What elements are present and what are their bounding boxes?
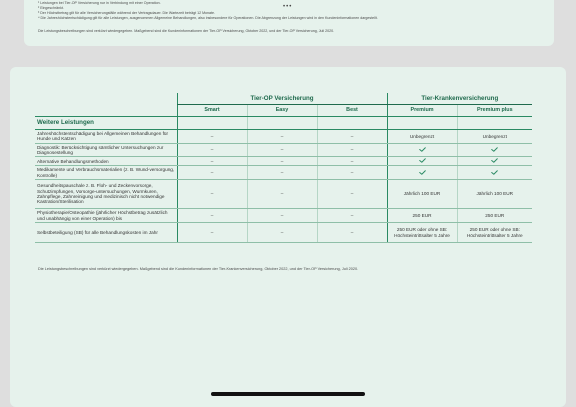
footnote-4: ⁴ Die Jahreshöchstentschädigung gilt für alle Leistungen, ausgenommen Allgemeine Behandlungen, also insbesondere für Operationen. Die Abgrenzung der Leistungen wird in den Kundeninformationen dargestellt. [38, 16, 378, 20]
cell-value: – [247, 130, 317, 144]
column-header-best: Best [317, 105, 387, 117]
cell-value: – [317, 157, 387, 166]
cell-value: – [247, 166, 317, 180]
check-icon [387, 143, 457, 157]
disclaimer-bottom: Die Leistungsbeschreibungen sind verkürzt wiedergegeben. Maßgebend sind die Kundeninformationen der Tier-Krankenversicherung, Oktober 2022, und der Tier-OP Versicherung, Juli 2020. [38, 267, 359, 271]
table-row [35, 157, 532, 166]
cell-value: – [317, 130, 387, 144]
cell-value: – [247, 157, 317, 166]
column-header-premium: Premium [387, 105, 457, 117]
check-icon [457, 157, 532, 166]
table-body [35, 130, 532, 243]
row-label: Medikamente und Verbrauchsmaterialien (z. B. Wund-versorgung, Kontrolle) [35, 166, 177, 180]
check-icon [457, 166, 532, 180]
footnote-3: ³ Der Höchstbetrag gilt für alle Versicherungsfälle während der Vertragsdauer. Die Wartezeit beträgt 12 Monate. [38, 11, 216, 15]
cell-value: – [317, 180, 387, 209]
cell-value: – [317, 143, 387, 157]
home-indicator[interactable] [211, 392, 365, 396]
cell-value: – [177, 130, 247, 144]
row-label: Alternative Behandlungsmethoden [35, 157, 177, 166]
cell-value: Unbegrenzt [387, 130, 457, 144]
row-label: Gesundheitspauschale z. B. Floh- und Zeckenvorsorge, Schutzimpfungen, Vorsorge-untersuchungen, Wurmkuren, Zahnpflege, Zahnreinigung und medizinisch nicht notwendige Kastration/Sterilisation [35, 180, 177, 209]
check-icon [387, 157, 457, 166]
footnote-1: ¹ Leistungen bei Tier-OP Versicherung nur in Verbindung mit einer Operation. [38, 1, 161, 5]
cell-value: – [177, 223, 247, 243]
page-indicator-dots[interactable]: ••• [283, 4, 293, 10]
table-row [35, 180, 532, 209]
table-row [35, 166, 532, 180]
check-icon [457, 143, 532, 157]
footnote-2: ² Eingeschränkt. [38, 6, 64, 10]
cell-value: – [247, 143, 317, 157]
cell-value: – [317, 209, 387, 223]
column-header-easy: Easy [247, 105, 317, 117]
row-label: Physiotherapie/Osteopathie (jährlicher Höchstbetrag zusätzlich und unabhängig von einer Operation) bis [35, 209, 177, 223]
check-icon [387, 166, 457, 180]
comparison-table [35, 93, 532, 243]
disclaimer-top: Die Leistungsbeschreibungen sind verkürzt wiedergegeben. Maßgebend sind die Kundeninformationen der Tier-OP Versicherung, Oktober 2022, und der Tier-OP Versicherung, Juli 2020. [38, 29, 335, 33]
table-row [35, 130, 532, 144]
column-header-smart: Smart [177, 105, 247, 117]
group-header-tier-op: Tier-OP Versicherung [177, 93, 387, 105]
table-row [35, 209, 532, 223]
cell-value: – [177, 157, 247, 166]
cell-value: Jährlich 100 EUR [387, 180, 457, 209]
cell-value: – [317, 166, 387, 180]
cell-value: Unbegrenzt [457, 130, 532, 144]
cell-value: 250 EUR oder ohne SB: Höchsteintrittsalter 5 Jahre [387, 223, 457, 243]
section-title: Weitere Leistungen [35, 117, 177, 130]
cell-value: – [247, 223, 317, 243]
cell-value: 250 EUR [387, 209, 457, 223]
cell-value: Jährlich 100 EUR [457, 180, 532, 209]
cell-value: 250 EUR oder ohne SB: Höchsteintrittsalter 5 Jahre [457, 223, 532, 243]
column-header-premium-plus: Premium plus [457, 105, 532, 117]
cell-value: – [247, 209, 317, 223]
cell-value: – [177, 209, 247, 223]
row-label: Diagnostik: Berücksichtigung sämtlicher Untersuchungen zur Diagnosestellung [35, 143, 177, 157]
table-row [35, 223, 532, 243]
comparison-card [10, 67, 566, 407]
group-header-tier-kranken: Tier-Krankenversicherung [387, 93, 532, 105]
cell-value: – [177, 166, 247, 180]
cell-value: – [177, 180, 247, 209]
cell-value: – [177, 143, 247, 157]
row-label: Selbstbeteiligung (SB) für alle Behandlungskosten im Jahr [35, 223, 177, 243]
cell-value: 250 EUR [457, 209, 532, 223]
cell-value: – [247, 180, 317, 209]
cell-value: – [317, 223, 387, 243]
row-label: Jahreshöchstentschädigung bei Allgemeinen Behandlungen für Hunde und Katzen [35, 130, 177, 144]
table-row [35, 143, 532, 157]
